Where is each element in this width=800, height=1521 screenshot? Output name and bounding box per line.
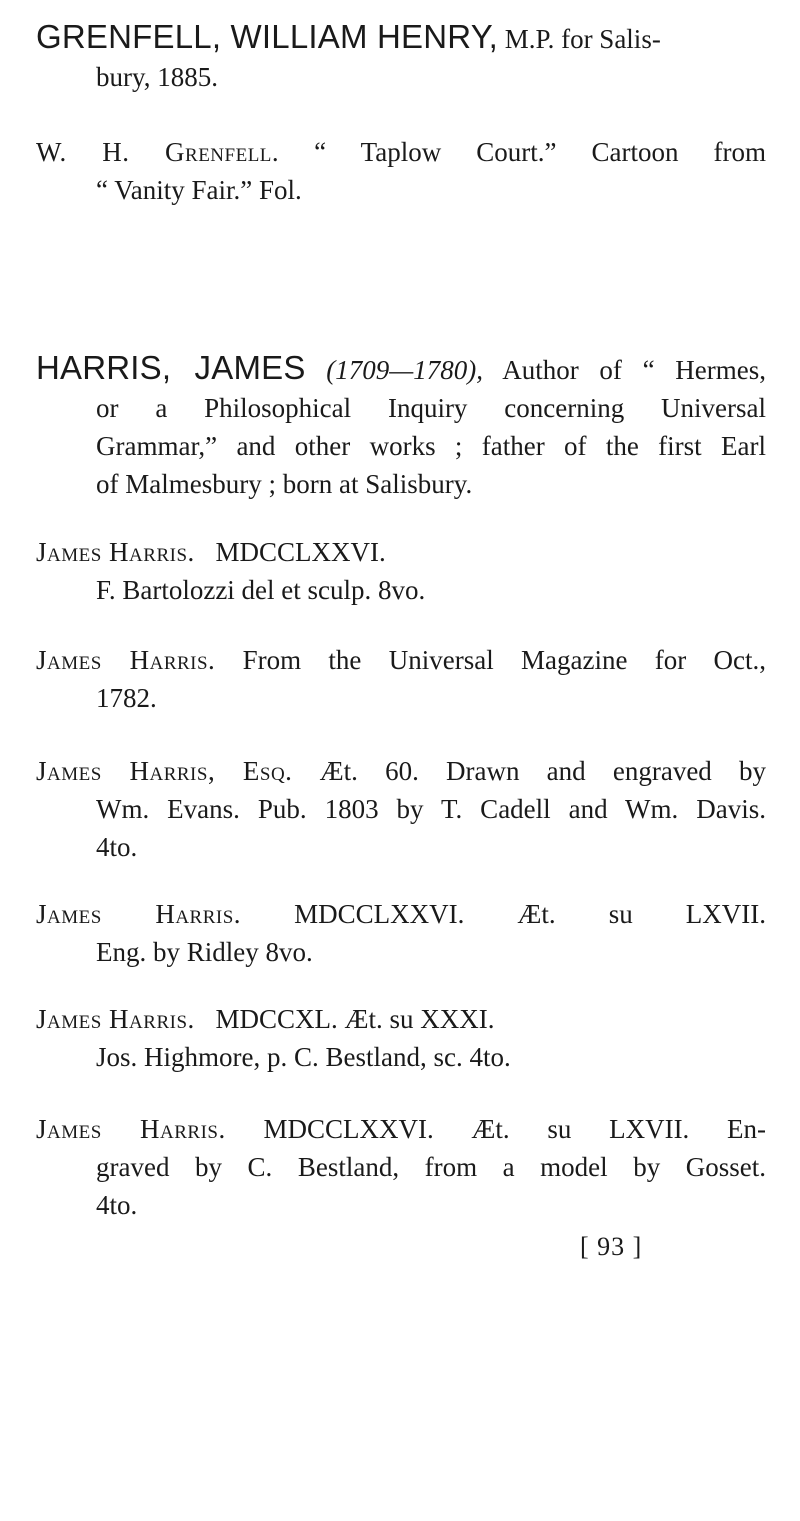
portrait-sitter: James Harris. (36, 1114, 226, 1144)
portrait-detail-cont: 1782. (96, 683, 157, 713)
portrait-detail-cont: F. Bartolozzi del et sculp. 8vo. (96, 575, 426, 605)
subject-name: GRENFELL, WILLIAM HENRY, (36, 18, 499, 55)
subject-title: M.P. (504, 24, 555, 54)
subject-name: HARRIS, JAMES (36, 349, 306, 386)
portrait-sitter: James Harris. (36, 1004, 195, 1034)
subject-description-cont: bury, 1885. (96, 62, 218, 92)
portrait-detail: MDCCXL. Æt. su XXXI. (215, 1004, 495, 1034)
subject-description-cont: or a Philosophical Inquiry concerning Universal (96, 393, 766, 423)
portrait-sitter: James Harris. (36, 899, 242, 929)
subject-dates: (1709—1780), (326, 355, 484, 385)
portrait-detail-cont: Jos. Highmore, p. C. Bestland, sc. 4to. (96, 1042, 511, 1072)
subject-description: Author of “ Hermes, (502, 355, 767, 385)
portrait-item (36, 133, 766, 209)
portrait-detail-cont: Wm. Evans. Pub. 1803 by T. Cadell and Wm. Davis. (96, 794, 766, 824)
portrait-detail: MDCCLXXVI. (215, 537, 386, 567)
portrait-sitter: James Harris, Esq. (36, 756, 293, 786)
portrait-item (36, 1000, 766, 1076)
portrait-item (36, 895, 766, 971)
page-number: [ 93 ] (580, 1232, 643, 1261)
portrait-detail-cont: “ Vanity Fair.” Fol. (96, 175, 302, 205)
portrait-sitter: W. H. Grenfell. (36, 137, 280, 167)
subject-description-cont: of Malmesbury ; born at Salisbury. (96, 469, 473, 499)
portrait-detail-cont: 4to. (96, 832, 138, 862)
subject-description: for Salis- (561, 24, 661, 54)
entry-heading-harris (36, 349, 766, 503)
entry-heading-grenfell (36, 18, 766, 96)
portrait-detail: From the Universal Magazine for Oct., (242, 645, 767, 675)
portrait-detail-cont: 4to. (96, 1190, 138, 1220)
portrait-detail: MDCCLXXVI. Æt. su LXVII. En- (263, 1114, 766, 1144)
portrait-sitter: James Harris. (36, 645, 216, 675)
portrait-item (36, 1110, 766, 1224)
portrait-item (36, 752, 766, 866)
portrait-detail: MDCCLXXVI. Æt. su LXVII. (294, 899, 766, 929)
subject-description-cont: Grammar,” and other works ; father of the first Earl (96, 431, 766, 461)
portrait-sitter: James Harris. (36, 537, 195, 567)
portrait-detail: Æt. 60. Drawn and engraved by (319, 756, 766, 786)
portrait-detail-cont: graved by C. Bestland, from a model by Gosset. (96, 1152, 766, 1182)
portrait-item (36, 533, 766, 609)
portrait-detail-cont: Eng. by Ridley 8vo. (96, 937, 313, 967)
portrait-detail: “ Taplow Court.” Cartoon from (314, 137, 766, 167)
portrait-item (36, 641, 766, 717)
